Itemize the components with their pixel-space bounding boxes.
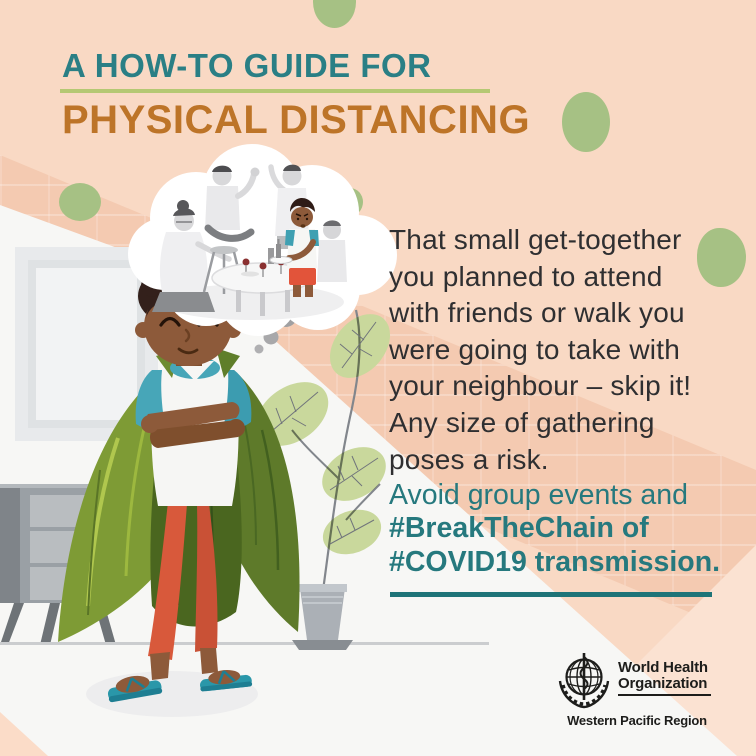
body-paragraph: [389, 222, 691, 478]
logo-org-line1: World Health: [618, 659, 708, 676]
text-line: you planned to attend: [389, 260, 663, 292]
text-line: Any size of gathering: [389, 406, 655, 438]
text-line: were going to take with: [389, 333, 680, 365]
teal-divider-line: [390, 592, 712, 597]
title-line-1: A HOW-TO GUIDE FOR: [62, 47, 432, 84]
text-line: That small get-together: [389, 224, 682, 255]
text-line: poses a risk.: [389, 443, 549, 475]
logo-region: Western Pacific Region: [567, 713, 707, 728]
who-logo: [556, 651, 718, 728]
floor-line: [0, 642, 489, 645]
hashtag-callout: [389, 479, 720, 579]
title-line-2: PHYSICAL DISTANCING: [62, 98, 531, 142]
who-emblem-icon: [556, 651, 612, 709]
logo-rule: [618, 694, 711, 696]
text-line: #BreakTheChain of: [389, 512, 649, 545]
logo-org-line2: Organization: [618, 674, 708, 692]
text-line: Avoid group events and: [389, 479, 688, 511]
poster-title: [62, 47, 530, 142]
title-underline: [60, 89, 490, 93]
text-line: your neighbour – skip it!: [389, 370, 692, 402]
text-line: #COVID19 transmission.: [389, 545, 721, 578]
text-line: with friends or walk you: [389, 297, 685, 329]
